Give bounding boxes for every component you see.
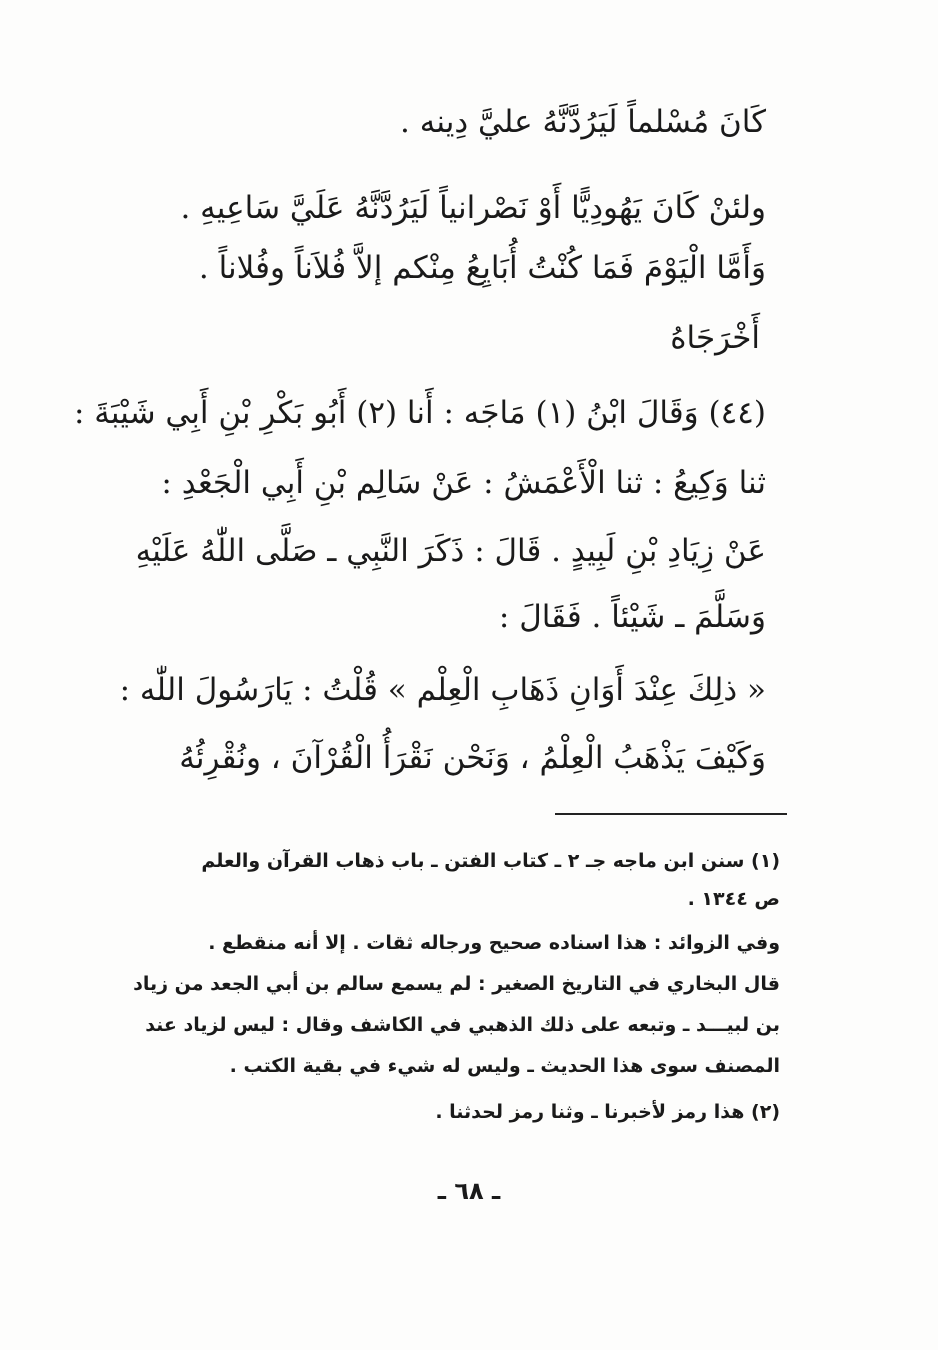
hadith-44-line-1: (٤٤) وَقَالَ ابْنُ (١) مَاجَه : أَنا (٢) أَبُو بَكْرِ بْنِ أَبِي شَيْبَةَ : [73, 395, 766, 431]
footnote-1-line-4: قال البخاري في التاريخ الصغير : لم يسمع سالم بن أبي الجعد من زياد [133, 973, 780, 995]
body-line-3: وَأَمَّا الْيَوْمَ فَمَا كُنْتُ أُبَايِعُ مِنْكم إلاَّ فُلاَناً وفُلاناً . [198, 250, 766, 286]
hadith-44-line-4: وَسَلَّمَ ـ شَيْئاً . فَقَالَ : [498, 599, 766, 635]
footnote-1-line-3: وفي الزوائد : هذا اسناده صحيح ورجاله ثقات . إلا أنه منقطع . [208, 932, 780, 954]
footnote-1-line-1: (١) سنن ابن ماجه جـ ٢ ـ كتاب الفتن ـ باب ذهاب القرآن والعلم [201, 850, 780, 872]
hadith-44-line-6: وَكَيْفَ يَذْهَبُ الْعِلْمُ ، وَنَحْن نَقْرَأُ الْقُرْآنَ ، ونُقْرِئُهُ [179, 740, 766, 776]
hadith-44-line-5: « ذلِكَ عِنْدَ أَوَانِ ذَهَابِ الْعِلْم » قُلْتُ : يَارَسُولَ اللّٰه : [119, 672, 766, 708]
body-line-1: كَانَ مُسْلماً لَيَرُدَّنَّهُ عليَّ دِينه . [400, 104, 766, 140]
body-line-2: ولئنْ كَانَ يَهُودِيًّا أَوْ نَصْرانياً لَيَرُدَّنَّهُ عَلَيَّ سَاعِيهِ . [180, 190, 766, 226]
footnote-2: (٢) هذا رمز لأخبرنا ـ وثنا رمز لحدثنا . [435, 1101, 780, 1123]
footnote-1-line-6: المصنف سوى هذا الحديث ـ وليس له شيء في بقية الكتب . [229, 1055, 780, 1077]
page-number: ـ ٦٨ ـ [437, 1177, 501, 1205]
hadith-44-line-3: عَنْ زِيَادِ بْنِ لَبِيدٍ . قَالَ : ذَكَرَ النَّبِي ـ صَلَّى اللّٰهُ عَلَيْهِ [135, 533, 766, 569]
footnote-1-line-2: ص ١٣٤٤ . [687, 888, 780, 910]
footnote-1-line-5: بن لبيـــد ـ وتبعه على ذلك الذهبي في الكاشف وقال : ليس لزياد عند [145, 1014, 780, 1036]
footnote-separator [555, 813, 787, 815]
body-line-4: أَخْرَجَاهُ [670, 320, 760, 356]
hadith-44-line-2: ثنا وَكِيعُ : ثنا الْأَعْمَشُ : عَنْ سَالِم بْنِ أَبِي الْجَعْدِ : [161, 465, 766, 501]
